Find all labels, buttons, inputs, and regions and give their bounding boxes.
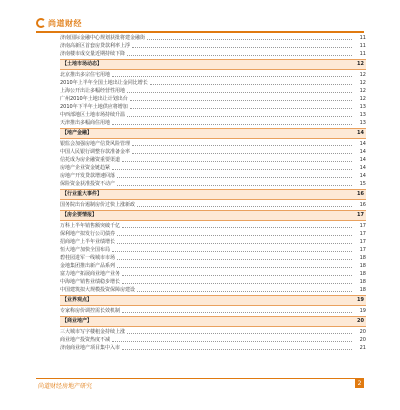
toc-entry-page: 17 <box>359 223 366 229</box>
dot-leader <box>132 144 352 146</box>
toc-entry[interactable] <box>60 34 366 42</box>
toc-entry[interactable] <box>60 172 366 180</box>
toc-entry-title: 中西部地区土地市场持续升温 <box>60 112 126 118</box>
toc-entry-title: 【业界观点】 <box>62 297 93 303</box>
dot-leader <box>112 75 352 77</box>
toc-entry-page: 13 <box>359 120 366 126</box>
dot-leader <box>132 46 352 48</box>
toc-entry-title: 济南楼市成交量近期持续下降 <box>60 51 126 57</box>
toc-entry-title: 恒大地产加快全国布局 <box>60 247 111 253</box>
toc-entry-title: 天津推出多幅商住用地 <box>60 120 111 126</box>
logo-text: 尚道财经 <box>48 18 82 28</box>
toc-entry-page: 14 <box>359 173 366 179</box>
toc-entry-page: 14 <box>359 149 366 155</box>
toc-entry-title: 2010年下半年土地供应将增加 <box>60 104 128 110</box>
toc-entry-page: 11 <box>359 51 366 57</box>
toc-entry-title: 济南商业地产项目集中入市 <box>60 345 121 351</box>
dot-leader <box>117 242 352 244</box>
toc-entry[interactable] <box>60 87 366 95</box>
toc-entry[interactable] <box>60 103 366 111</box>
toc-entry-title: 三大城市写字楼租金持续上涨 <box>60 329 126 335</box>
toc-entry[interactable] <box>60 222 366 230</box>
dot-leader <box>127 115 352 117</box>
toc-entry-title: 【土地市场动态】 <box>62 61 103 67</box>
dot-leader <box>147 38 352 40</box>
toc-entry[interactable] <box>60 111 366 119</box>
dot-leader <box>94 322 350 323</box>
toc-entry-page: 12 <box>357 61 364 67</box>
toc-entry[interactable] <box>60 307 366 315</box>
dot-leader <box>117 258 352 260</box>
toc-entry-title: 【商业地产】 <box>62 318 93 324</box>
toc-entry-page: 12 <box>359 72 366 78</box>
toc-entry[interactable] <box>60 278 366 286</box>
toc-entry-title: 保利地产拟发行公司债券 <box>60 231 116 237</box>
dot-leader <box>112 250 352 252</box>
toc-entry-page: 20 <box>357 318 364 324</box>
toc-entry-title: 济南国际金融中心规划获批将建金融街 <box>60 35 146 41</box>
toc-entry[interactable] <box>60 71 366 79</box>
toc-entry-page: 21 <box>359 345 366 351</box>
footer-rule <box>36 378 364 379</box>
toc-entry-page: 12 <box>359 80 366 86</box>
dot-leader <box>122 160 352 162</box>
dot-leader <box>150 83 352 85</box>
toc-entry-page: 11 <box>359 35 366 41</box>
dot-leader <box>117 176 352 178</box>
dot-leader <box>127 332 352 334</box>
toc-entry-title: 金地集团推出新产品系列 <box>60 263 116 269</box>
toc-entry-page: 18 <box>359 255 366 261</box>
dot-leader <box>104 195 350 196</box>
page-number: 2 <box>355 379 364 388</box>
dot-leader <box>132 152 352 154</box>
toc-entry[interactable] <box>60 119 366 127</box>
toc-entry-title: 银监会加强房地产信贷风险管理 <box>60 141 131 147</box>
dot-leader <box>112 123 352 125</box>
toc-entry-page: 17 <box>359 247 366 253</box>
toc-entry-title: 中海地产销售业绩稳步增长 <box>60 279 121 285</box>
dot-leader <box>137 205 352 207</box>
toc-entry-title: 国务院出台遏制房价过快上涨新政 <box>60 202 136 208</box>
toc-entry-page: 20 <box>359 329 366 335</box>
toc-entry-page: 19 <box>357 297 364 303</box>
toc-entry-title: 中国建筑拟大规模投资保障房建设 <box>60 287 136 293</box>
dot-leader <box>122 282 352 284</box>
dot-leader <box>94 301 350 302</box>
dot-leader <box>112 340 352 342</box>
logo <box>36 17 82 29</box>
footer-text: 尚道财经房地产研究 <box>38 383 93 390</box>
toc-entry-page: 15 <box>359 181 366 187</box>
toc-entry-title: 北京推出多宗住宅用地 <box>60 72 111 78</box>
dot-leader <box>122 226 352 228</box>
toc-entry-title: 保险资金获准投资不动产 <box>60 181 116 187</box>
toc-entry[interactable] <box>60 79 366 87</box>
toc-entry-title: 房地产企业资金链趋紧 <box>60 165 111 171</box>
toc-entry-title: 房地产开发贷款增速回落 <box>60 173 116 179</box>
toc-entry-page: 14 <box>359 141 366 147</box>
toc-entry[interactable] <box>60 230 366 238</box>
toc-entry-page: 16 <box>357 191 364 197</box>
toc-entry-title: 碧桂园进军一线城市市场 <box>60 255 116 261</box>
toc-entry-title: 【地产金融】 <box>62 130 93 136</box>
dot-leader <box>112 168 352 170</box>
toc-entry-title: 2010年上半年全国土地出让金同比增长 <box>60 80 148 86</box>
toc-entry[interactable] <box>60 201 366 209</box>
toc-entry[interactable] <box>60 246 366 254</box>
dot-leader <box>127 54 352 56</box>
dot-leader <box>122 348 352 350</box>
toc-entry[interactable] <box>60 262 366 270</box>
dot-leader <box>137 290 352 292</box>
toc-entry-title: 信托成为房企融资重要渠道 <box>60 157 121 163</box>
toc-entry-title: 上海公开出让多幅经营性用地 <box>60 88 126 94</box>
toc-entry-page: 17 <box>359 239 366 245</box>
toc-entry-page: 19 <box>359 308 366 314</box>
toc-section-header <box>60 210 366 221</box>
toc-entry[interactable] <box>60 42 366 50</box>
toc-entry[interactable] <box>60 50 366 58</box>
toc-entry[interactable] <box>60 328 366 336</box>
toc-entry[interactable] <box>60 148 366 156</box>
toc-entry-title: 广州2010年土地出让计划出台 <box>60 96 128 102</box>
dot-leader <box>99 216 350 217</box>
toc-entry[interactable] <box>60 180 366 188</box>
toc-entry-title: 济南高新区首套房贷款利率上浮 <box>60 43 131 49</box>
dot-leader <box>127 91 352 93</box>
dot-leader <box>122 274 352 276</box>
toc-entry-page: 17 <box>359 231 366 237</box>
toc-entry-page: 16 <box>359 202 366 208</box>
dot-leader <box>130 107 352 109</box>
toc-section-header <box>60 295 366 306</box>
toc-entry[interactable] <box>60 344 366 352</box>
dot-leader <box>94 134 350 135</box>
toc-entry[interactable] <box>60 270 366 278</box>
toc-entry[interactable] <box>60 95 366 103</box>
toc-entry-page: 14 <box>359 165 366 171</box>
dot-leader <box>104 65 350 66</box>
toc-entry-title: 商业地产投资热度不减 <box>60 337 111 343</box>
toc-entry-title: 专家称房价调控需长效机制 <box>60 308 121 314</box>
toc-entry-page: 18 <box>359 263 366 269</box>
toc-section-header <box>60 189 366 200</box>
toc-entry-title: 招商地产上半年业绩增长 <box>60 239 116 245</box>
table-of-contents <box>60 34 366 352</box>
toc-entry-title: 【行业重大事件】 <box>62 191 103 197</box>
toc-section-header <box>60 316 366 327</box>
toc-entry[interactable] <box>60 238 366 246</box>
toc-entry-title: 【房企要情报】 <box>62 212 98 218</box>
toc-entry-title: 万科上半年销售额突破千亿 <box>60 223 121 229</box>
toc-entry-page: 18 <box>359 287 366 293</box>
dot-leader <box>117 266 352 268</box>
toc-entry-page: 13 <box>359 112 366 118</box>
toc-entry-page: 12 <box>359 96 366 102</box>
toc-entry-title: 富力地产拓展商业地产业务 <box>60 271 121 277</box>
toc-entry-page: 14 <box>359 157 366 163</box>
toc-entry-page: 20 <box>359 337 366 343</box>
toc-entry-page: 12 <box>359 88 366 94</box>
toc-entry[interactable] <box>60 140 366 148</box>
toc-entry[interactable] <box>60 164 366 172</box>
toc-section-header <box>60 59 366 70</box>
toc-entry-title: 中国人民银行调整存款准备金率 <box>60 149 131 155</box>
toc-entry-page: 13 <box>359 104 366 110</box>
toc-entry[interactable] <box>60 336 366 344</box>
toc-entry-page: 18 <box>359 279 366 285</box>
toc-entry-page: 18 <box>359 271 366 277</box>
dot-leader <box>117 184 352 186</box>
toc-entry[interactable] <box>60 156 366 164</box>
dot-leader <box>122 311 352 313</box>
toc-entry-page: 14 <box>357 130 364 136</box>
toc-entry-page: 17 <box>357 212 364 218</box>
toc-entry-page: 11 <box>359 43 366 49</box>
header-rule <box>36 31 364 33</box>
toc-entry[interactable] <box>60 254 366 262</box>
toc-section-header <box>60 128 366 139</box>
dot-leader <box>117 234 352 236</box>
logo-icon <box>36 18 46 28</box>
dot-leader <box>130 99 352 101</box>
toc-entry[interactable] <box>60 286 366 294</box>
